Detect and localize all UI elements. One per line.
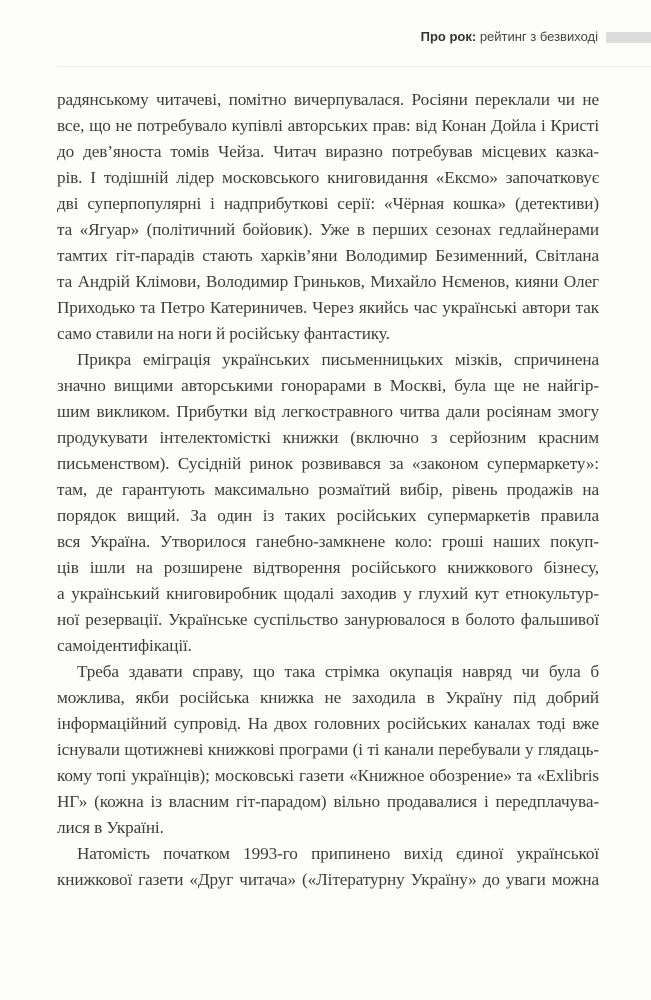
text-line: НГ» (кожна із власним гіт-парадом) вільно продавалися і передплачува- [57,792,599,811]
text-line: радянському читачеві, помітно вичерпувалася. Росіяни переклали чи не [57,90,599,109]
text-line: рів. І тодішній лідер московського книговидання «Ексмо» започатковує [57,168,599,187]
page-body [57,87,599,893]
paragraph [57,347,599,659]
text-line: ної резервації. Українське суспільство занурювалося в болото фальшивої [57,610,599,629]
text-line: а український книговиробник щодалі заходив у глухий кут етнокультур- [57,584,599,603]
text-line: до дев’яноста томів Чейза. Читач виразно потребував місцевих казка- [57,142,599,161]
text-line: вся Україна. Утворилося ганебно-замкнене коло: гроші наших покуп- [57,532,599,551]
text-line: та Андрій Клімови, Володимир Гриньков, Михайло Нєменов, кияни Олег [57,272,599,291]
text-line: інформаційний супровід. На двох головних російських каналах тоді вже [57,714,599,733]
running-head-section: Про рок: [420,29,477,44]
text-line: існували щотижневі книжкові програми (і ті канали перебували у глядаць- [57,740,599,759]
text-line: самоідентифікації. [57,636,192,655]
running-head-title: рейтинг з безвиході [479,29,598,44]
header-divider [58,66,651,67]
text-line: все, що не потребувало купівлі авторських прав: від Конан Дойла і Кристі [57,116,599,135]
text-line: шим викликом. Прибутки від легкостравного читва дали росіянам змогу [57,402,599,421]
text-line: тамтих гіт-парадів стають харків’яни Володимир Безименний, Світлана [57,246,599,265]
text-line: продукувати інтелектомісткі книжки (включно з серйозним красним [57,428,599,447]
text-line: Треба здавати справу, що така стрімка окупація навряд чи була б [77,662,599,681]
running-head [421,29,598,44]
text-line: кому топі українців); московські газети «Книжное обозрение» та «Exlibris [57,766,599,785]
text-line: книжкової газети «Друг читача» («Літературну Україну» до уваги можна [57,870,599,889]
paragraph [57,841,599,893]
running-head-bar [606,32,651,43]
text-line: Приходько та Петро Катериничев. Через якийсь час українські автори так [57,298,599,317]
text-line: ців ішли на розширене відтворення російського книжкового бізнесу, [57,558,599,577]
text-line: значно вищими авторськими гонорарами в Москві, була ще не найгір- [57,376,599,395]
text-line: Натомість початком 1993-го припинено вихід єдиної української [77,844,599,863]
text-line: лися в Україні. [57,818,164,837]
text-line: там, де гарантують максимально розмаїтий вибір, рівень продажів на [57,480,599,499]
text-line: та «Ягуар» (політичний бойовик). Уже в перших сезонах гедлайнерами [57,220,599,239]
paragraph [57,87,599,347]
text-line: можлива, якби російська книжка не заходила в Україну під добрий [57,688,599,707]
text-line: Прикра еміграція українських письменницьких мізків, спричинена [77,350,599,369]
text-line: само ставили на ноги й російську фантастику. [57,324,390,343]
text-line: порядок вищий. За один із таких російських супермаркетів правила [57,506,599,525]
paragraph [57,659,599,841]
text-line: дві суперпопулярні і надприбуткові серії: «Чёрная кошка» (детективи) [57,194,599,213]
text-line: письменством). Сусідній ринок розвивався за «законом супермаркету»: [57,454,599,473]
